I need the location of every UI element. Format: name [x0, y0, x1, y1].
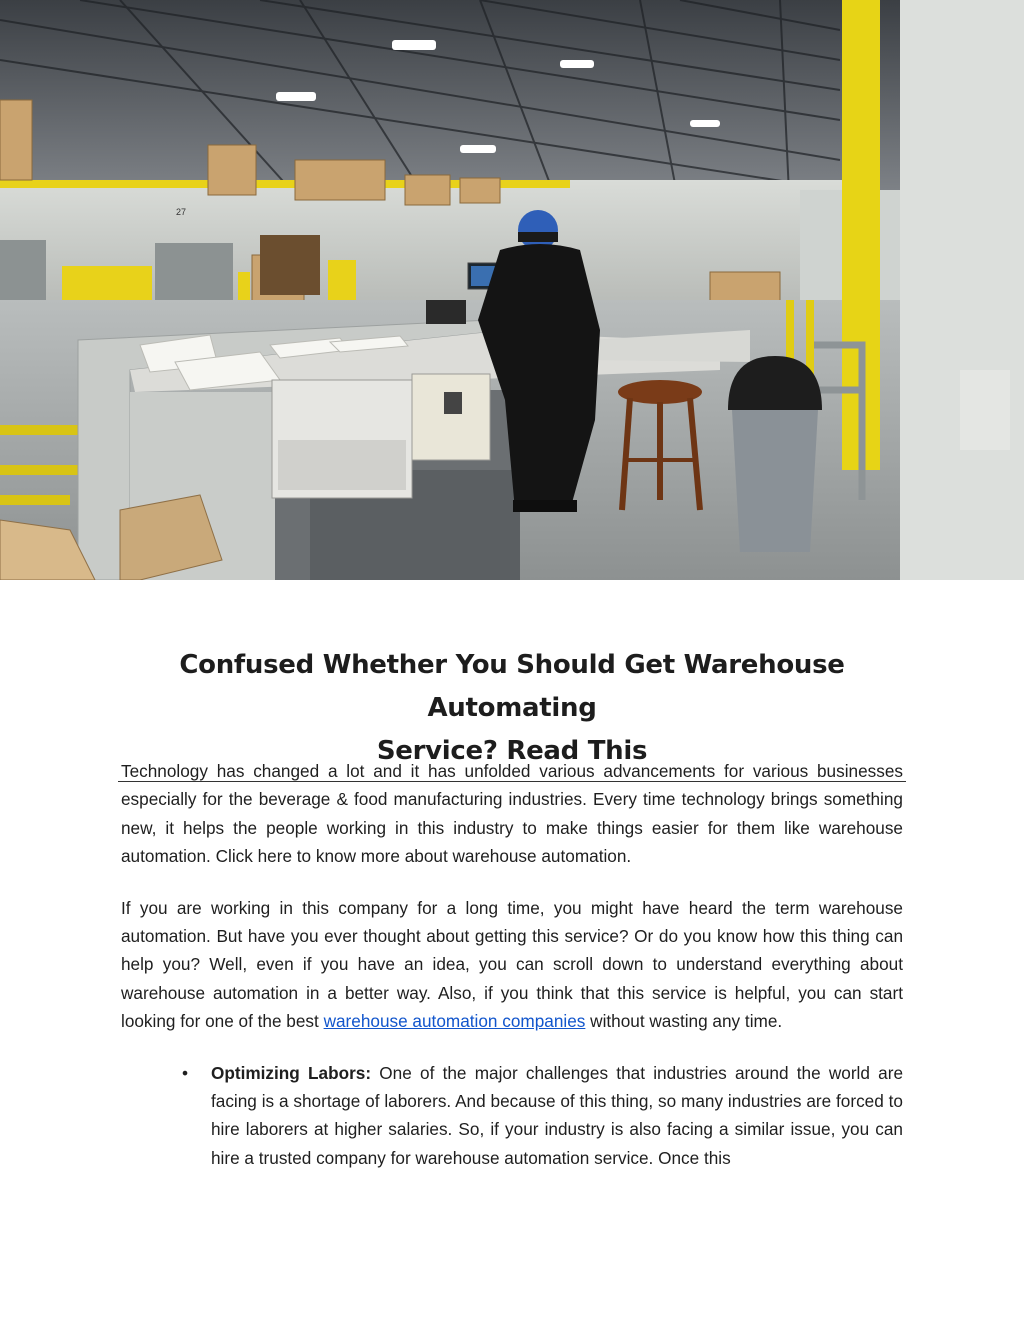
bullet-icon: • [182, 1062, 189, 1083]
dock-number-label: 27 [176, 207, 187, 217]
hero-image [0, 0, 1024, 580]
warehouse-automation-companies-link[interactable]: warehouse automation companies [323, 1011, 586, 1032]
article-title-line1: Confused Whether You Should Get Warehouse Automating [179, 650, 845, 723]
list-item-heading: Optimizing Labors: [211, 1062, 372, 1083]
list-item-text: One of the major challenges that industries around the world are facing is a shortage of laborers. And because of this thing, so many industries are forced to hire laborers at higher salaries. So, if your industry is also facing a similar issue, you can hire a trusted company for warehouse automation service. Once this [211, 1062, 904, 1168]
benefits-list [121, 1059, 903, 1173]
list-item [182, 1059, 904, 1173]
paragraph-second [121, 894, 903, 1036]
paragraph-intro: Technology has changed a lot and it has unfolded various advancements for various businesses especially for the beverage & food manufacturing industries. Every time technology brings something new, it helps the people working in this industry to make things easier for them like warehouse automation. Click here to know more about warehouse automation. [121, 761, 903, 867]
article-title-line2: Service? Read This [376, 736, 648, 766]
paragraph-second-text-end: without wasting any time. [585, 1011, 783, 1032]
paragraph-second-text-start: If you are working in this company for a long time, you might have heard the term warehouse automation. But have you ever thought about getting this service? Or do you know how this thing can help you? Well, even if you have an idea, you can scroll down to understand everything about warehouse automation in a better way. Also, if you think that this service is helpful, you can start looking for one of the best [121, 897, 903, 1032]
article-body [121, 757, 903, 1172]
article-title [118, 644, 906, 773]
